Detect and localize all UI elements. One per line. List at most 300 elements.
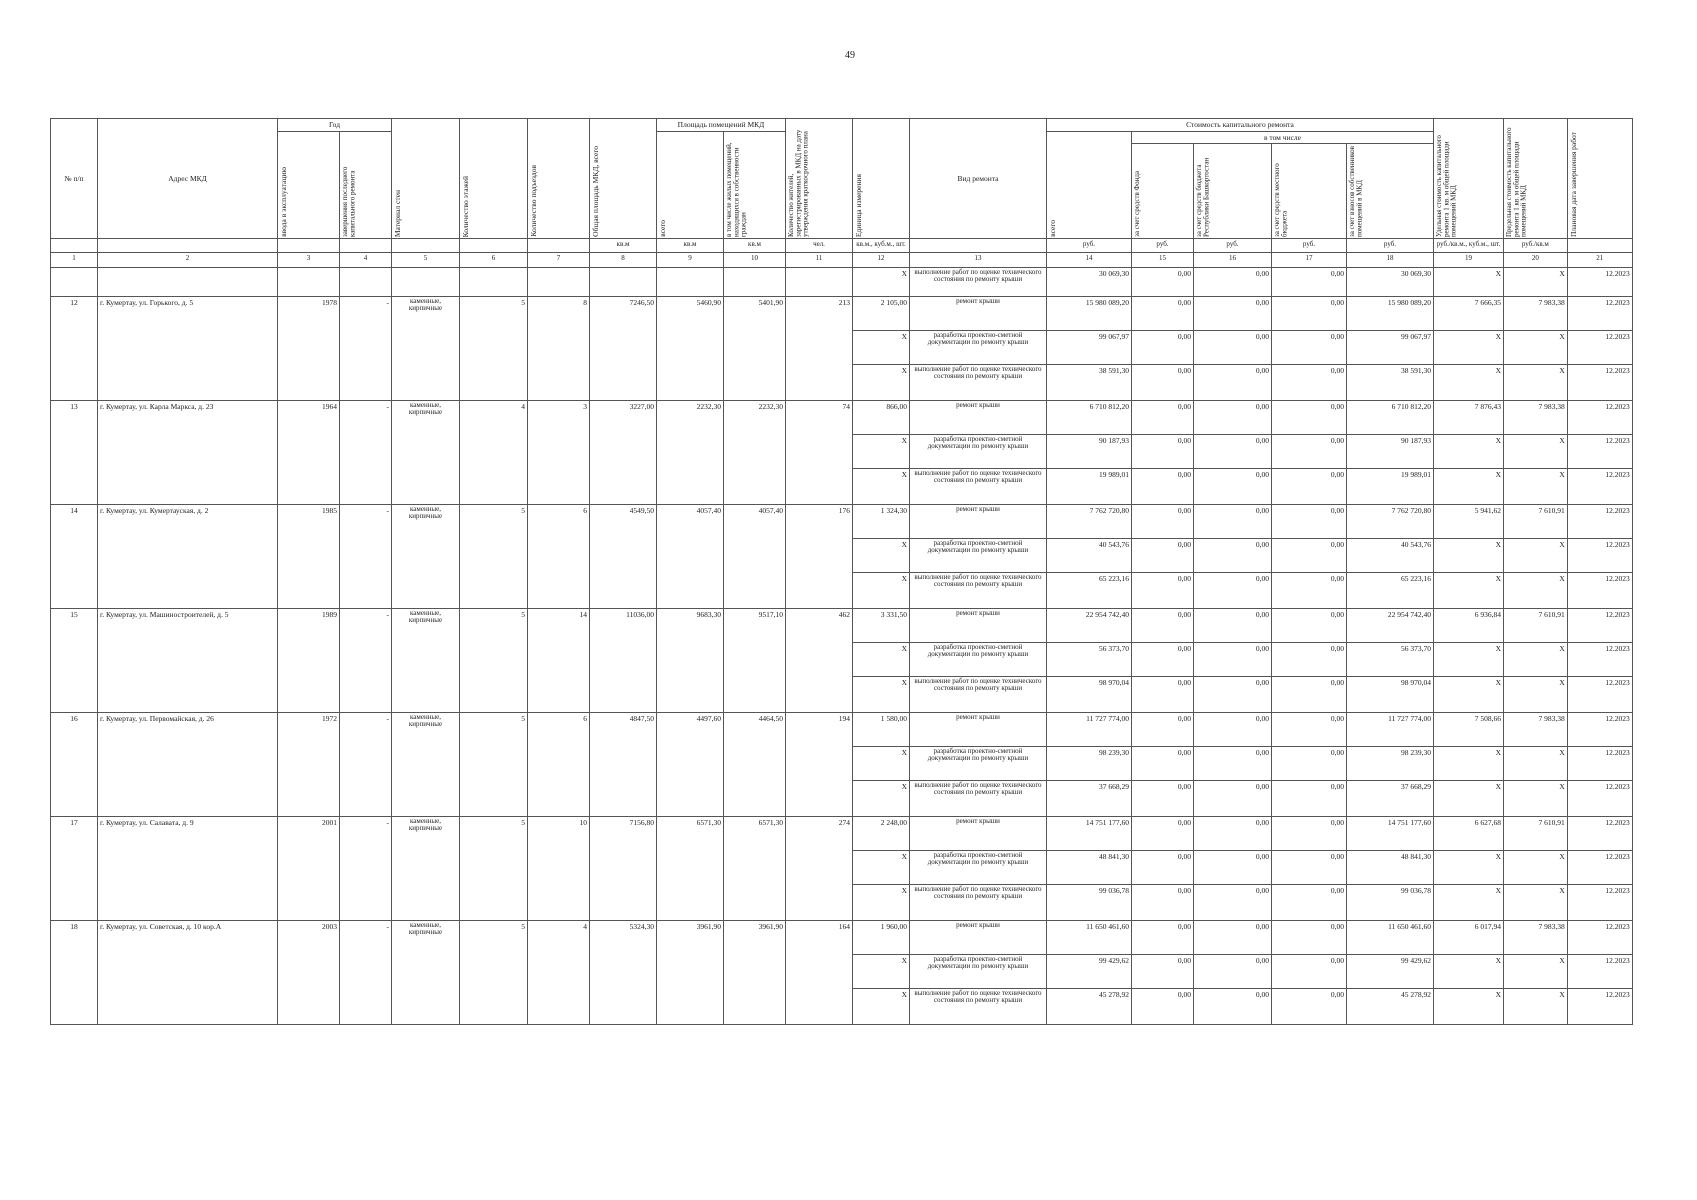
cost-owners-cell: 22 954 742,40 xyxy=(1347,609,1434,643)
cost-fund-cell: 0,00 xyxy=(1132,989,1194,1025)
deadline-cell: 12.2023 xyxy=(1567,713,1632,747)
work-cell: ремонт крыши xyxy=(910,505,1047,539)
walls-cell: каменные, кирпичные xyxy=(392,609,460,713)
cost-local-cell: 0,00 xyxy=(1272,297,1347,331)
premises-residential-cell: 6571,30 xyxy=(724,817,786,921)
deadline-cell: 12.2023 xyxy=(1567,955,1632,989)
col-cost-fund-header: за счет средств Фонда xyxy=(1132,144,1194,239)
num-cell: 13 xyxy=(51,401,98,505)
cost-total-cell: 6 710 812,20 xyxy=(1047,401,1132,435)
spec-cost-cell: X xyxy=(1434,885,1504,921)
building-row xyxy=(51,713,1633,747)
cost-total-cell: 7 762 720,80 xyxy=(1047,505,1132,539)
unit-cell: кв.м xyxy=(590,239,657,253)
col-premises-group-header: Площадь помещений МКД xyxy=(657,119,786,132)
column-number-cell: 4 xyxy=(340,253,392,268)
spec-cost-cell: X xyxy=(1434,989,1504,1025)
cost-owners-cell: 19 989,01 xyxy=(1347,469,1434,505)
unit-cell: руб./кв.м xyxy=(1504,239,1568,253)
spec-cost-cell: X xyxy=(1434,331,1504,365)
cost-total-cell: 22 954 742,40 xyxy=(1047,609,1132,643)
num-cell: 17 xyxy=(51,817,98,921)
max-cost-cell: 7 983,38 xyxy=(1504,713,1568,747)
max-cost-cell: 7 983,38 xyxy=(1504,297,1568,331)
col-unit-header: Единица измерения xyxy=(853,119,910,239)
deadline-cell: 12.2023 xyxy=(1567,989,1632,1025)
cost-local-cell: 0,00 xyxy=(1272,505,1347,539)
col-num-header: № п/п xyxy=(51,119,98,239)
building-row xyxy=(51,921,1633,955)
premises-total-cell: 9683,30 xyxy=(657,609,724,713)
cost-total-cell: 40 543,76 xyxy=(1047,539,1132,573)
spec-cost-cell: X xyxy=(1434,365,1504,401)
work-cell: разработка проектно-сметной документации по ремонту крыши xyxy=(910,747,1047,781)
max-cost-cell: X xyxy=(1504,989,1568,1025)
col-max-cost-header: Предельная стоимость капитального ремонта 1 кв. м общей площади помещений МКД xyxy=(1504,119,1568,239)
walls-cell: каменные, кирпичные xyxy=(392,401,460,505)
max-cost-cell: X xyxy=(1504,573,1568,609)
premises-total-cell: 6571,30 xyxy=(657,817,724,921)
spec-cost-cell: 7 876,43 xyxy=(1434,401,1504,435)
cost-owners-cell: 15 980 089,20 xyxy=(1347,297,1434,331)
deadline-cell: 12.2023 xyxy=(1567,331,1632,365)
address-cell: г. Кумертау, ул. Карла Маркса, д. 23 xyxy=(98,401,278,505)
work-cell: ремонт крыши xyxy=(910,297,1047,331)
work-cell: разработка проектно-сметной документации по ремонту крыши xyxy=(910,851,1047,885)
work-cell: выполнение работ по оценке технического состояния по ремонту крыши xyxy=(910,268,1047,297)
col-floors-header: Количество этажей xyxy=(460,119,528,239)
year-last-repair-cell: - xyxy=(340,297,392,401)
col-total-area-header: Общая площадь МКД, всего xyxy=(590,119,657,239)
col-premises-total-header: всего xyxy=(657,132,724,239)
work-cell: ремонт крыши xyxy=(910,401,1047,435)
cost-total-cell: 48 841,30 xyxy=(1047,851,1132,885)
work-cell: выполнение работ по оценке технического состояния по ремонту крыши xyxy=(910,365,1047,401)
column-numbers-row xyxy=(51,253,1633,268)
year-last-repair-cell: - xyxy=(340,401,392,505)
address-cell: г. Кумертау, ул. Первомайская, д. 26 xyxy=(98,713,278,817)
cost-republic-cell: 0,00 xyxy=(1194,747,1272,781)
deadline-cell: 12.2023 xyxy=(1567,268,1632,297)
building-row xyxy=(51,609,1633,643)
premises-residential-cell: 5401,90 xyxy=(724,297,786,401)
entrances-cell: 6 xyxy=(528,505,590,609)
deadline-cell: 12.2023 xyxy=(1567,817,1632,851)
deadline-cell: 12.2023 xyxy=(1567,539,1632,573)
col-incl-header: в том числе xyxy=(1132,132,1434,144)
unit-cell: руб. xyxy=(1047,239,1132,253)
cost-local-cell: 0,00 xyxy=(1272,817,1347,851)
col-cost-owners-header: за счет взносов собственников помещений в МКД xyxy=(1347,144,1434,239)
address-cell: г. Кумертау, ул. Салавата, д. 9 xyxy=(98,817,278,921)
cost-fund-cell: 0,00 xyxy=(1132,331,1194,365)
cost-republic-cell: 0,00 xyxy=(1194,268,1272,297)
cost-local-cell: 0,00 xyxy=(1272,268,1347,297)
spec-cost-cell: 7 508,66 xyxy=(1434,713,1504,747)
column-number-cell: 3 xyxy=(278,253,340,268)
walls-cell: каменные, кирпичные xyxy=(392,505,460,609)
col-cost-republic-header: за счет средств бюджета Республики Башкортостан xyxy=(1194,144,1272,239)
work-cell: ремонт крыши xyxy=(910,713,1047,747)
residents-cell: 74 xyxy=(786,401,853,505)
cost-owners-cell: 30 069,30 xyxy=(1347,268,1434,297)
total-area-cell: 3227,00 xyxy=(590,401,657,505)
cost-fund-cell: 0,00 xyxy=(1132,955,1194,989)
col-year-group-header: Год xyxy=(278,119,392,132)
work-cell: разработка проектно-сметной документации по ремонту крыши xyxy=(910,539,1047,573)
cost-total-cell: 38 591,30 xyxy=(1047,365,1132,401)
spec-cost-cell: X xyxy=(1434,643,1504,677)
cost-owners-cell: 7 762 720,80 xyxy=(1347,505,1434,539)
premises-residential-cell: 2232,30 xyxy=(724,401,786,505)
premises-total-cell: 4057,40 xyxy=(657,505,724,609)
building-row xyxy=(51,505,1633,539)
max-cost-cell: X xyxy=(1504,539,1568,573)
cost-fund-cell: 0,00 xyxy=(1132,885,1194,921)
qty-cell: X xyxy=(853,643,910,677)
work-cell: выполнение работ по оценке технического состояния по ремонту крыши xyxy=(910,573,1047,609)
spec-cost-cell: 6 936,84 xyxy=(1434,609,1504,643)
work-cell: ремонт крыши xyxy=(910,817,1047,851)
column-number-cell: 2 xyxy=(98,253,278,268)
column-number-cell: 19 xyxy=(1434,253,1504,268)
unit-cell: руб. xyxy=(1272,239,1347,253)
cost-owners-cell: 48 841,30 xyxy=(1347,851,1434,885)
qty-cell: 866,00 xyxy=(853,401,910,435)
cost-total-cell: 19 989,01 xyxy=(1047,469,1132,505)
column-number-cell: 11 xyxy=(786,253,853,268)
column-number-cell: 6 xyxy=(460,253,528,268)
work-cell: разработка проектно-сметной документации по ремонту крыши xyxy=(910,955,1047,989)
cost-republic-cell: 0,00 xyxy=(1194,365,1272,401)
cost-total-cell: 56 373,70 xyxy=(1047,643,1132,677)
deadline-cell: 12.2023 xyxy=(1567,505,1632,539)
building-row xyxy=(51,297,1633,331)
work-cell: выполнение работ по оценке технического состояния по ремонту крыши xyxy=(910,469,1047,505)
qty-cell: X xyxy=(853,331,910,365)
max-cost-cell: X xyxy=(1504,747,1568,781)
num-cell: 12 xyxy=(51,297,98,401)
work-cell: разработка проектно-сметной документации по ремонту крыши xyxy=(910,643,1047,677)
cost-owners-cell: 40 543,76 xyxy=(1347,539,1434,573)
cost-local-cell: 0,00 xyxy=(1272,781,1347,817)
column-number-cell: 10 xyxy=(724,253,786,268)
cost-republic-cell: 0,00 xyxy=(1194,505,1272,539)
col-year-last-repair-header: завершения последнего капитального ремонта xyxy=(340,132,392,239)
cost-local-cell: 0,00 xyxy=(1272,573,1347,609)
max-cost-cell: X xyxy=(1504,955,1568,989)
floors-cell: 5 xyxy=(460,297,528,401)
col-spec-cost-header: Удельная стоимость капитального ремонта 1 кв. м общей площади помещений МКД xyxy=(1434,119,1504,239)
max-cost-cell: 7 610,91 xyxy=(1504,505,1568,539)
cost-local-cell: 0,00 xyxy=(1272,609,1347,643)
cost-total-cell: 65 223,16 xyxy=(1047,573,1132,609)
cost-owners-cell: 99 067,97 xyxy=(1347,331,1434,365)
cost-republic-cell: 0,00 xyxy=(1194,713,1272,747)
column-number-cell: 18 xyxy=(1347,253,1434,268)
col-cost-local-header: за счет средств местного бюджета xyxy=(1272,144,1347,239)
cost-total-cell: 99 036,78 xyxy=(1047,885,1132,921)
cost-owners-cell: 6 710 812,20 xyxy=(1347,401,1434,435)
max-cost-cell: X xyxy=(1504,268,1568,297)
col-cost-group-header: Стоимость капитального ремонта xyxy=(1047,119,1434,132)
deadline-cell: 12.2023 xyxy=(1567,365,1632,401)
cost-owners-cell: 11 650 461,60 xyxy=(1347,921,1434,955)
floors-cell: 5 xyxy=(460,505,528,609)
spec-cost-cell: 5 941,62 xyxy=(1434,505,1504,539)
qty-cell: 2 248,00 xyxy=(853,817,910,851)
cost-total-cell: 90 187,93 xyxy=(1047,435,1132,469)
cost-fund-cell: 0,00 xyxy=(1132,677,1194,713)
spec-cost-cell: X xyxy=(1434,268,1504,297)
max-cost-cell: 7 983,38 xyxy=(1504,921,1568,955)
repair-plan-table xyxy=(50,118,1633,1025)
cost-local-cell: 0,00 xyxy=(1272,643,1347,677)
qty-cell: 1 324,30 xyxy=(853,505,910,539)
col-address-header: Адрес МКД xyxy=(98,119,278,239)
address-cell: г. Кумертау, ул. Советская, д. 10 кор.А xyxy=(98,921,278,1025)
deadline-cell: 12.2023 xyxy=(1567,781,1632,817)
premises-residential-cell: 4057,40 xyxy=(724,505,786,609)
cost-fund-cell: 0,00 xyxy=(1132,817,1194,851)
deadline-cell: 12.2023 xyxy=(1567,469,1632,505)
num-cell: 16 xyxy=(51,713,98,817)
cost-republic-cell: 0,00 xyxy=(1194,573,1272,609)
cost-republic-cell: 0,00 xyxy=(1194,331,1272,365)
year-commission-cell: 2003 xyxy=(278,921,340,1025)
cost-fund-cell: 0,00 xyxy=(1132,713,1194,747)
cost-republic-cell: 0,00 xyxy=(1194,297,1272,331)
year-last-repair-cell: - xyxy=(340,713,392,817)
qty-cell: 3 331,50 xyxy=(853,609,910,643)
total-area-cell: 4549,50 xyxy=(590,505,657,609)
column-number-cell: 14 xyxy=(1047,253,1132,268)
max-cost-cell: 7 610,91 xyxy=(1504,609,1568,643)
year-last-repair-cell: - xyxy=(340,921,392,1025)
cost-owners-cell: 98 970,04 xyxy=(1347,677,1434,713)
cost-owners-cell: 98 239,30 xyxy=(1347,747,1434,781)
cost-republic-cell: 0,00 xyxy=(1194,469,1272,505)
max-cost-cell: X xyxy=(1504,435,1568,469)
cost-republic-cell: 0,00 xyxy=(1194,401,1272,435)
residents-cell: 274 xyxy=(786,817,853,921)
carry-over-row xyxy=(51,268,1633,297)
qty-cell: X xyxy=(853,677,910,713)
cost-fund-cell: 0,00 xyxy=(1132,435,1194,469)
total-area-cell: 5324,30 xyxy=(590,921,657,1025)
cost-total-cell: 98 239,30 xyxy=(1047,747,1132,781)
qty-cell: 2 105,00 xyxy=(853,297,910,331)
floors-cell: 5 xyxy=(460,921,528,1025)
col-deadline-header: Плановая дата завершения работ xyxy=(1567,119,1632,239)
premises-residential-cell: 3961,90 xyxy=(724,921,786,1025)
deadline-cell: 12.2023 xyxy=(1567,573,1632,609)
cost-local-cell: 0,00 xyxy=(1272,955,1347,989)
cost-owners-cell: 56 373,70 xyxy=(1347,643,1434,677)
residents-cell: 462 xyxy=(786,609,853,713)
cost-republic-cell: 0,00 xyxy=(1194,989,1272,1025)
floors-cell: 5 xyxy=(460,609,528,713)
cost-local-cell: 0,00 xyxy=(1272,713,1347,747)
cost-fund-cell: 0,00 xyxy=(1132,921,1194,955)
column-number-cell: 16 xyxy=(1194,253,1272,268)
cost-local-cell: 0,00 xyxy=(1272,989,1347,1025)
deadline-cell: 12.2023 xyxy=(1567,747,1632,781)
units-row xyxy=(51,239,1633,253)
cost-owners-cell: 37 668,29 xyxy=(1347,781,1434,817)
spec-cost-cell: X xyxy=(1434,469,1504,505)
cost-owners-cell: 38 591,30 xyxy=(1347,365,1434,401)
total-area-cell: 4847,50 xyxy=(590,713,657,817)
work-cell: выполнение работ по оценке технического состояния по ремонту крыши xyxy=(910,885,1047,921)
spec-cost-cell: X xyxy=(1434,781,1504,817)
unit-cell: чел. xyxy=(786,239,853,253)
column-number-cell: 1 xyxy=(51,253,98,268)
cost-local-cell: 0,00 xyxy=(1272,851,1347,885)
cost-local-cell: 0,00 xyxy=(1272,401,1347,435)
qty-cell: X xyxy=(853,539,910,573)
residents-cell: 164 xyxy=(786,921,853,1025)
cost-local-cell: 0,00 xyxy=(1272,677,1347,713)
year-commission-cell: 1972 xyxy=(278,713,340,817)
cost-republic-cell: 0,00 xyxy=(1194,643,1272,677)
premises-residential-cell: 9517,10 xyxy=(724,609,786,713)
unit-cell: руб. xyxy=(1194,239,1272,253)
max-cost-cell: 7 610,91 xyxy=(1504,817,1568,851)
spec-cost-cell: X xyxy=(1434,955,1504,989)
spec-cost-cell: X xyxy=(1434,435,1504,469)
cost-owners-cell: 99 036,78 xyxy=(1347,885,1434,921)
spec-cost-cell: X xyxy=(1434,573,1504,609)
page-number: 49 xyxy=(845,50,855,61)
work-cell: ремонт крыши xyxy=(910,921,1047,955)
deadline-cell: 12.2023 xyxy=(1567,921,1632,955)
cost-total-cell: 30 069,30 xyxy=(1047,268,1132,297)
cost-republic-cell: 0,00 xyxy=(1194,435,1272,469)
num-cell: 18 xyxy=(51,921,98,1025)
deadline-cell: 12.2023 xyxy=(1567,885,1632,921)
max-cost-cell: X xyxy=(1504,331,1568,365)
max-cost-cell: X xyxy=(1504,851,1568,885)
qty-cell: 1 580,00 xyxy=(853,713,910,747)
deadline-cell: 12.2023 xyxy=(1567,297,1632,331)
column-number-cell: 7 xyxy=(528,253,590,268)
cost-owners-cell: 90 187,93 xyxy=(1347,435,1434,469)
cost-fund-cell: 0,00 xyxy=(1132,268,1194,297)
column-number-cell: 21 xyxy=(1567,253,1632,268)
cost-owners-cell: 99 429,62 xyxy=(1347,955,1434,989)
column-number-cell: 13 xyxy=(910,253,1047,268)
qty-cell: X xyxy=(853,268,910,297)
col-entrances-header: Количество подъездов xyxy=(528,119,590,239)
cost-fund-cell: 0,00 xyxy=(1132,365,1194,401)
work-cell: разработка проектно-сметной документации по ремонту крыши xyxy=(910,435,1047,469)
floors-cell: 5 xyxy=(460,713,528,817)
floors-cell: 4 xyxy=(460,401,528,505)
spec-cost-cell: 7 666,35 xyxy=(1434,297,1504,331)
qty-cell: X xyxy=(853,989,910,1025)
deadline-cell: 12.2023 xyxy=(1567,435,1632,469)
entrances-cell: 4 xyxy=(528,921,590,1025)
work-cell: выполнение работ по оценке технического состояния по ремонту крыши xyxy=(910,677,1047,713)
cost-republic-cell: 0,00 xyxy=(1194,955,1272,989)
col-cost-total-header: всего xyxy=(1047,132,1132,239)
cost-republic-cell: 0,00 xyxy=(1194,609,1272,643)
residents-cell: 194 xyxy=(786,713,853,817)
qty-cell: X xyxy=(853,885,910,921)
qty-cell: X xyxy=(853,469,910,505)
cost-total-cell: 45 278,92 xyxy=(1047,989,1132,1025)
col-premises-residential-header: в том числе жилых помещений, находящихся в собственности граждан xyxy=(724,132,786,239)
residents-cell: 176 xyxy=(786,505,853,609)
year-commission-cell: 2001 xyxy=(278,817,340,921)
work-cell: выполнение работ по оценке технического состояния по ремонту крыши xyxy=(910,989,1047,1025)
cost-owners-cell: 45 278,92 xyxy=(1347,989,1434,1025)
cost-fund-cell: 0,00 xyxy=(1132,643,1194,677)
unit-cell: кв.м xyxy=(657,239,724,253)
cost-local-cell: 0,00 xyxy=(1272,331,1347,365)
entrances-cell: 3 xyxy=(528,401,590,505)
cost-fund-cell: 0,00 xyxy=(1132,401,1194,435)
walls-cell: каменные, кирпичные xyxy=(392,921,460,1025)
cost-total-cell: 37 668,29 xyxy=(1047,781,1132,817)
qty-cell: X xyxy=(853,573,910,609)
entrances-cell: 14 xyxy=(528,609,590,713)
col-year-commission-header: ввода в эксплуатацию xyxy=(278,132,340,239)
year-commission-cell: 1964 xyxy=(278,401,340,505)
deadline-cell: 12.2023 xyxy=(1567,643,1632,677)
column-number-cell: 17 xyxy=(1272,253,1347,268)
max-cost-cell: X xyxy=(1504,885,1568,921)
num-cell: 14 xyxy=(51,505,98,609)
col-residents-header: Количество жителей, зарегистрированных в МКД на дату утверждения краткосрочного плана xyxy=(786,119,853,239)
deadline-cell: 12.2023 xyxy=(1567,401,1632,435)
qty-cell: X xyxy=(853,435,910,469)
spec-cost-cell: X xyxy=(1434,677,1504,713)
total-area-cell: 11036,00 xyxy=(590,609,657,713)
cost-fund-cell: 0,00 xyxy=(1132,469,1194,505)
entrances-cell: 6 xyxy=(528,713,590,817)
max-cost-cell: X xyxy=(1504,643,1568,677)
year-last-repair-cell: - xyxy=(340,609,392,713)
cost-fund-cell: 0,00 xyxy=(1132,297,1194,331)
premises-total-cell: 3961,90 xyxy=(657,921,724,1025)
cost-local-cell: 0,00 xyxy=(1272,921,1347,955)
spec-cost-cell: 6 627,68 xyxy=(1434,817,1504,851)
unit-cell: руб. xyxy=(1347,239,1434,253)
column-number-cell: 9 xyxy=(657,253,724,268)
entrances-cell: 10 xyxy=(528,817,590,921)
premises-total-cell: 5460,90 xyxy=(657,297,724,401)
entrances-cell: 8 xyxy=(528,297,590,401)
building-row xyxy=(51,401,1633,435)
cost-fund-cell: 0,00 xyxy=(1132,781,1194,817)
qty-cell: X xyxy=(853,365,910,401)
cost-total-cell: 99 067,97 xyxy=(1047,331,1132,365)
column-number-cell: 15 xyxy=(1132,253,1194,268)
cost-republic-cell: 0,00 xyxy=(1194,677,1272,713)
cost-fund-cell: 0,00 xyxy=(1132,609,1194,643)
col-work-type-header: Вид ремонта xyxy=(910,119,1047,239)
year-commission-cell: 1985 xyxy=(278,505,340,609)
qty-cell: X xyxy=(853,955,910,989)
cost-local-cell: 0,00 xyxy=(1272,365,1347,401)
column-number-cell: 8 xyxy=(590,253,657,268)
cost-local-cell: 0,00 xyxy=(1272,469,1347,505)
qty-cell: X xyxy=(853,781,910,817)
cost-owners-cell: 14 751 177,60 xyxy=(1347,817,1434,851)
col-walls-header: Материал стен xyxy=(392,119,460,239)
